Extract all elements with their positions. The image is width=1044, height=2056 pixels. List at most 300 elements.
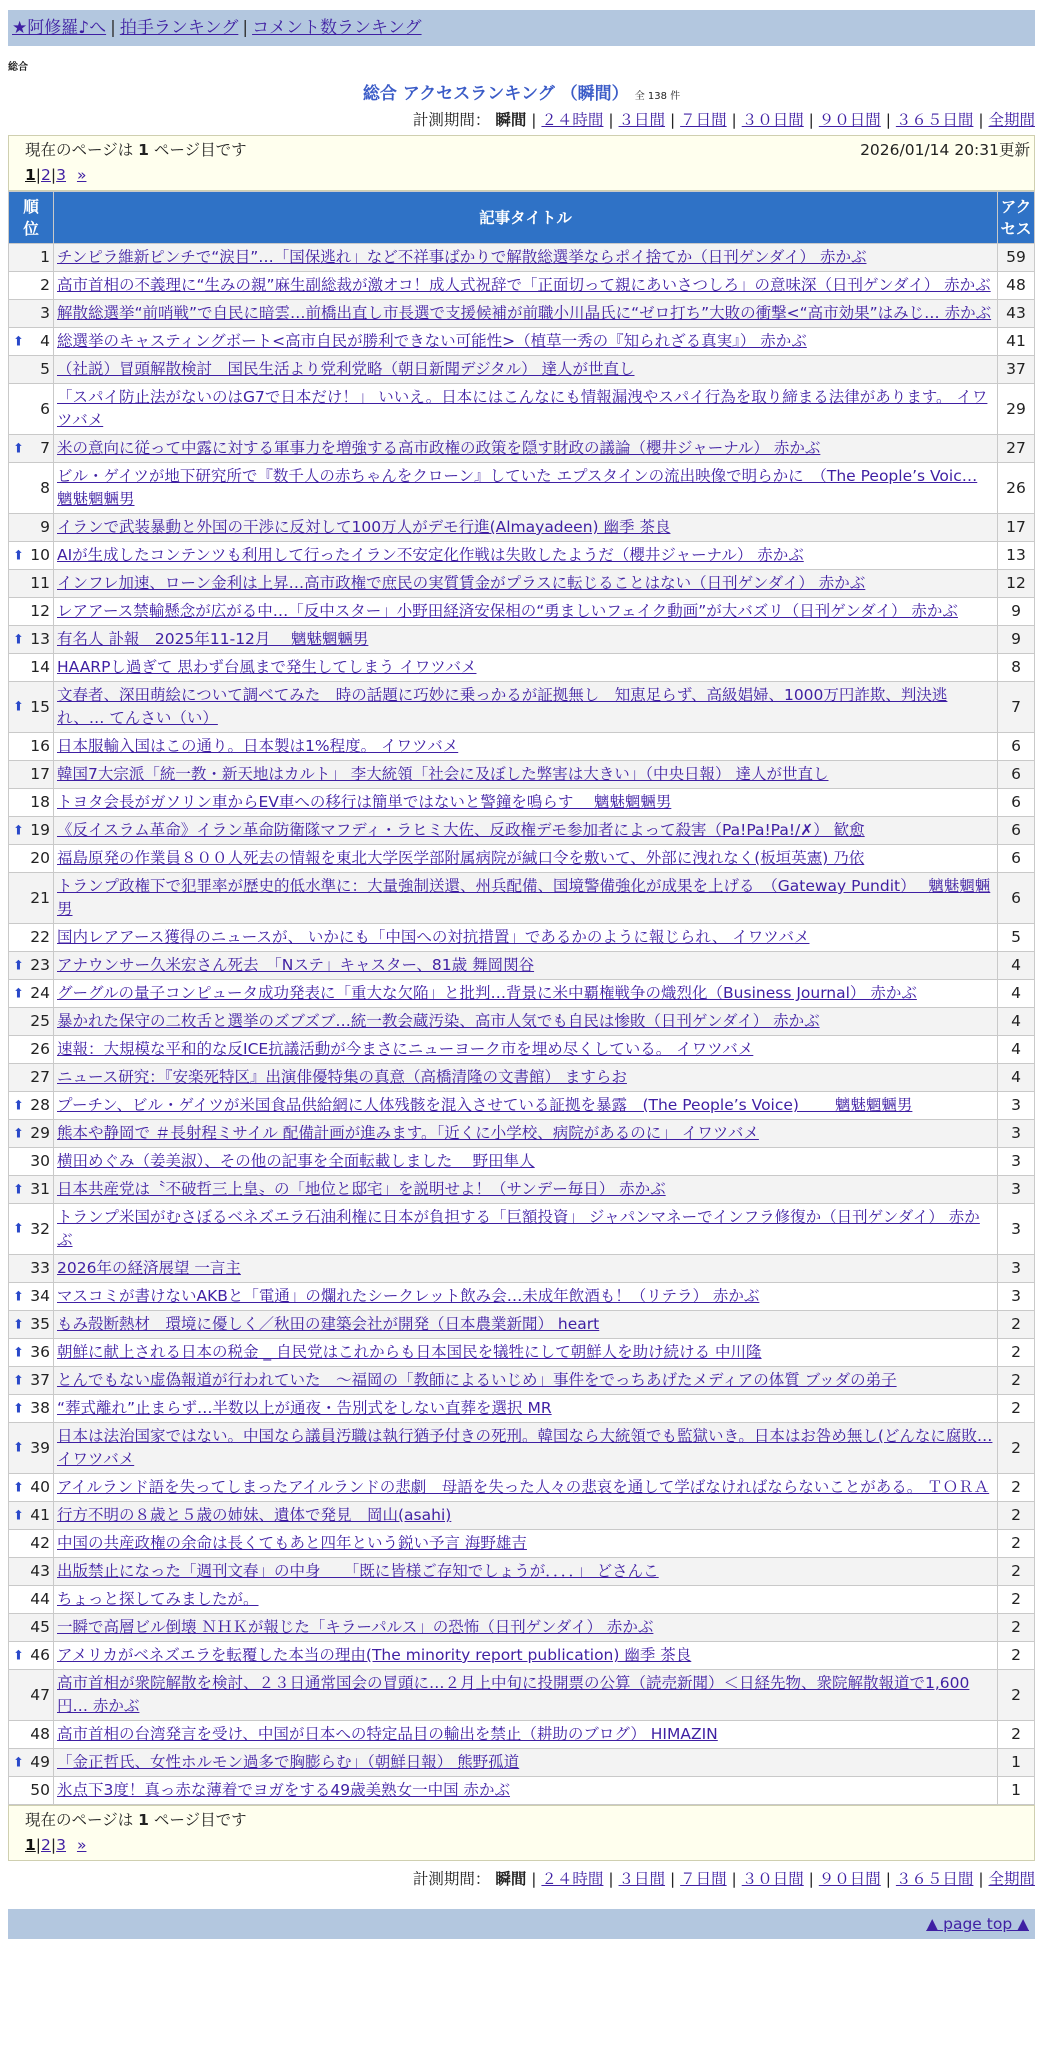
- rank-number: 16: [30, 737, 50, 755]
- article-title-link[interactable]: 国内レアアース獲得のニュースが、 いかにも「中国への対抗措置」であるかのように報じられ、 イワツバメ: [57, 928, 810, 946]
- article-title-link[interactable]: ニュース研究：『安楽死特区』出演俳優特集の真意（高橋清隆の文書館） ますらお: [57, 1068, 627, 1086]
- article-title-cell: [54, 1530, 997, 1557]
- article-title-link[interactable]: 日本は法治国家ではない。中国なら議員汚職は執行猶予付きの死刑。韓国なら大統領でも監獄いき。日本はお咎め無し(どんなに腐敗… イワツバメ: [57, 1427, 993, 1468]
- rank-number: 13: [30, 630, 50, 648]
- pagination-top: [25, 162, 1030, 188]
- table-row: [9, 1558, 1034, 1585]
- access-count-cell: 4: [998, 980, 1034, 1007]
- article-title-link[interactable]: チンピラ維新ピンチで“涙目”…「国保逃れ」など不祥事ばかりで解散総選挙ならポイ捨てか（日刊ゲンダイ） 赤かぶ: [57, 248, 867, 266]
- table-row: [9, 514, 1034, 541]
- current-page-suffix: ページ目です: [153, 141, 247, 159]
- rank-cell: [9, 1036, 53, 1063]
- rank-number: 25: [30, 1012, 50, 1030]
- rank-cell: [9, 1558, 53, 1585]
- article-title-link[interactable]: 韓国7大宗派「統一教・新天地はカルト」 李大統領「社会に及ぼした弊害は大きい」（中央日報） 達人が世直し: [57, 765, 829, 783]
- article-title-link[interactable]: 高市首相の台湾発言を受け、中国が日本への特定品目の輸出を禁止（耕助のブログ） HIMAZIN: [57, 1725, 718, 1743]
- rank-number: 12: [30, 602, 50, 620]
- rank-up-arrow-icon: ⬆: [13, 1401, 24, 1416]
- table-row: [9, 570, 1034, 597]
- table-row: [9, 1148, 1034, 1175]
- table-row: [9, 626, 1034, 653]
- col-rank-header: [9, 192, 53, 243]
- article-title-link[interactable]: 《反イスラム革命》イラン革命防衛隊マフディ・ラヒミ大佐、反政権デモ参加者によって殺害（Pa!Pa!Pa!/✗） 歓愈: [57, 821, 865, 839]
- access-count-cell: 2: [998, 1395, 1034, 1422]
- rank-cell: [9, 733, 53, 760]
- rank-cell: [9, 761, 53, 788]
- rank-number: 41: [30, 1506, 50, 1524]
- rank-cell: [9, 1749, 53, 1776]
- pagination-next-link[interactable]: »: [76, 166, 87, 184]
- rank-cell: [9, 789, 53, 816]
- article-title-cell: [54, 300, 997, 327]
- access-count-cell: 59: [998, 244, 1034, 271]
- current-page-text: [25, 138, 247, 162]
- article-title-link[interactable]: もみ殻断熱材 環境に優しく／秋田の建築会社が開発（日本農業新聞） heart: [57, 1315, 600, 1333]
- access-count-cell: 2: [998, 1311, 1034, 1338]
- article-title-link[interactable]: 高市首相が衆院解散を検討、２３日通常国会の冒頭に…２月上中旬に投開票の公算（読売新聞）＜日経先物、衆院解散報道で1,600円… 赤かぶ: [57, 1674, 970, 1715]
- rank-number: 11: [30, 574, 50, 592]
- table-row: [9, 356, 1034, 383]
- pagination-bottom: [25, 1832, 1030, 1858]
- article-title-cell: [54, 873, 997, 923]
- rank-cell: [9, 1255, 53, 1282]
- table-row: [9, 1255, 1034, 1282]
- article-title-cell: [54, 1120, 997, 1147]
- article-title-cell: [54, 1502, 997, 1529]
- rank-cell: [9, 1311, 53, 1338]
- rank-number: 27: [30, 1068, 50, 1086]
- article-title-link[interactable]: 日本共産党は〝不破哲三上皇〟の「地位と邸宅」を説明せよ！（サンデー毎日） 赤かぶ: [57, 1180, 666, 1198]
- rank-cell: [9, 272, 53, 299]
- table-row: [9, 980, 1034, 1007]
- article-title-cell: [54, 1036, 997, 1063]
- period-option-link[interactable]: ７日間: [680, 111, 727, 129]
- rank-number: 46: [30, 1646, 50, 1664]
- table-row: [9, 1339, 1034, 1366]
- rank-cell: [9, 328, 53, 355]
- period-option-link[interactable]: ３０日間: [741, 111, 804, 129]
- rank-number: 14: [30, 658, 50, 676]
- access-count-cell: 6: [998, 845, 1034, 872]
- article-title-link[interactable]: 出版禁止になった「週刊文春」の中身 「既に皆様ご存知でしょうが．．．．」 どさんこ: [57, 1562, 659, 1580]
- table-row: [9, 1311, 1034, 1338]
- rank-up-arrow-icon: ⬆: [13, 1648, 24, 1663]
- article-title-link[interactable]: （社説）冒頭解散検討 国民生活より党利党略（朝日新聞デジタル） 達人が世直し: [57, 360, 635, 378]
- pagination-next-link[interactable]: »: [76, 1836, 87, 1854]
- period-selector-bottom: [8, 1867, 1035, 1889]
- current-page-prefix: 現在のページは: [25, 141, 134, 159]
- rank-number: 48: [30, 1725, 50, 1743]
- pagination-page-link[interactable]: 3: [56, 166, 67, 184]
- ranking-title-row: [8, 79, 1035, 104]
- period-option-link[interactable]: ３日間: [618, 1870, 666, 1888]
- rank-up-arrow-icon: ⬆: [13, 441, 24, 456]
- article-title-cell: [54, 244, 997, 271]
- access-count-cell: 2: [998, 1558, 1034, 1585]
- article-title-link[interactable]: 「スパイ防止法がないのはG7で日本だけ！」 いいえ。日本にはこんなにも情報漏洩やスパイ行為を取り締まる法律があります。 イワツバメ: [57, 388, 988, 429]
- article-title-cell: [54, 1474, 997, 1501]
- access-count-cell: 2: [998, 1339, 1034, 1366]
- article-title-link[interactable]: グーグルの量子コンピュータ成功発表に「重大な欠陥」と批判…背景に米中覇権戦争の熾烈化（Business Journal） 赤かぶ: [57, 984, 917, 1002]
- table-row: [9, 1395, 1034, 1422]
- table-row: [9, 1204, 1034, 1254]
- page-info-bottom: [8, 1805, 1035, 1861]
- rank-up-arrow-icon: ⬆: [13, 1345, 24, 1360]
- table-row: [9, 1036, 1034, 1063]
- period-separator: |: [526, 1870, 542, 1888]
- article-title-cell: [54, 1204, 997, 1254]
- article-title-cell: [54, 845, 997, 872]
- rank-number: 42: [30, 1534, 50, 1552]
- rank-cell: [9, 384, 53, 434]
- rank-cell: [9, 1204, 53, 1254]
- table-row: [9, 1120, 1034, 1147]
- rank-cell: [9, 1530, 53, 1557]
- pagination-page-link[interactable]: 2: [41, 166, 51, 184]
- rank-number: 43: [30, 1562, 50, 1580]
- rank-up-arrow-icon: ⬆: [13, 1182, 24, 1197]
- access-count-cell: 3: [998, 1204, 1034, 1254]
- article-title-cell: [54, 1339, 997, 1366]
- rank-cell: [9, 463, 53, 513]
- rank-number: 30: [30, 1152, 50, 1170]
- period-option-link[interactable]: ２４時間: [541, 111, 604, 129]
- article-title-link[interactable]: 暴かれた保守の二枚舌と選挙のズブズブ…統一教会蔵汚染、高市人気でも自民は惨敗（日刊ゲンダイ） 赤かぶ: [57, 1012, 820, 1030]
- table-row: [9, 845, 1034, 872]
- current-page-text: [25, 1808, 247, 1832]
- rank-cell: [9, 300, 53, 327]
- rank-cell: [9, 682, 53, 732]
- pagination-page-link[interactable]: 3: [56, 1836, 67, 1854]
- period-active: 瞬間: [495, 1870, 527, 1888]
- access-count-cell: 6: [998, 817, 1034, 844]
- rank-cell: [9, 514, 53, 541]
- period-separator: |: [973, 111, 989, 129]
- period-separator: |: [726, 1870, 742, 1888]
- updated-timestamp: 2026/01/14 20:31更新: [860, 141, 1030, 159]
- table-row: [9, 924, 1034, 951]
- period-option-link[interactable]: ３６５日間: [895, 111, 974, 129]
- current-page-number: 1: [138, 1811, 149, 1829]
- period-separator: |: [603, 111, 619, 129]
- rank-up-arrow-icon: ⬆: [13, 1098, 24, 1113]
- comment-ranking-link[interactable]: コメント数ランキング: [252, 18, 422, 38]
- rank-cell: [9, 1148, 53, 1175]
- ranking-table: [8, 191, 1035, 1805]
- access-count-cell: 27: [998, 435, 1034, 462]
- table-row: [9, 1642, 1034, 1669]
- table-row: [9, 1423, 1034, 1473]
- page-top-link[interactable]: ▲ page top ▲: [926, 1915, 1029, 1933]
- home-link[interactable]: ★阿修羅♪へ: [12, 18, 107, 38]
- pagination-page-link[interactable]: 2: [41, 1836, 51, 1854]
- rank-cell: [9, 1176, 53, 1203]
- access-count-cell: 4: [998, 1036, 1034, 1063]
- article-title-link[interactable]: とんでもない虚偽報道が行われていた ～福岡の「教師によるいじめ」事件をでっちあげたメディアの体質 ブッダの弟子: [57, 1371, 897, 1389]
- article-title-link[interactable]: アイルランド語を失ってしまったアイルランドの悲劇 母語を失った人々の悲哀を通して学ばなければならないことがある。 ＴＯＲＡ: [57, 1478, 990, 1496]
- rank-cell: [9, 1502, 53, 1529]
- article-title-cell: [54, 1395, 997, 1422]
- table-row: [9, 1502, 1034, 1529]
- access-count-cell: 6: [998, 733, 1034, 760]
- article-title-cell: [54, 1721, 997, 1748]
- page-title: 総合 アクセスランキング （瞬間）: [362, 84, 629, 104]
- article-title-link[interactable]: 有名人 訃報 2025年11-12月 魑魅魍魎男: [57, 630, 369, 648]
- period-option-link[interactable]: ３日間: [618, 111, 666, 129]
- period-option-link[interactable]: ３６５日間: [895, 1870, 974, 1888]
- article-title-link[interactable]: 氷点下3度！真っ赤な薄着でヨガをする49歳美熟女一中国 赤かぶ: [57, 1781, 511, 1799]
- table-row: [9, 542, 1034, 569]
- article-title-link[interactable]: HAARPし過ぎて 思わず台風まで発生してしまう イワツバメ: [57, 658, 477, 676]
- rank-cell: [9, 1423, 53, 1473]
- article-title-link[interactable]: アメリカがベネズエラを転覆した本当の理由(The minority report publication) 幽季 茶良: [57, 1646, 692, 1664]
- article-title-cell: [54, 328, 997, 355]
- table-row: [9, 761, 1034, 788]
- period-separator: |: [880, 111, 896, 129]
- article-title-cell: [54, 384, 997, 434]
- article-title-cell: [54, 1148, 997, 1175]
- article-title-link[interactable]: AIが生成したコンテンツも利用して行ったイラン不安定化作戦は失敗したようだ（櫻井ジャーナル） 赤かぶ: [57, 546, 804, 564]
- article-title-cell: [54, 1586, 997, 1613]
- rank-up-arrow-icon: ⬆: [13, 823, 24, 838]
- rank-number: 40: [30, 1478, 50, 1496]
- access-count-cell: 2: [998, 1586, 1034, 1613]
- article-title-link[interactable]: 日本服輸入国はこの通り。日本製は1%程度。 イワツバメ: [57, 737, 459, 755]
- table-row: [9, 1777, 1034, 1804]
- rank-cell: [9, 817, 53, 844]
- article-title-cell: [54, 952, 997, 979]
- article-title-cell: [54, 817, 997, 844]
- rank-cell: [9, 1777, 53, 1804]
- current-page-prefix: 現在のページは: [25, 1811, 134, 1829]
- access-count-cell: 6: [998, 873, 1034, 923]
- rank-number: 26: [30, 1040, 50, 1058]
- pagination-separator: |: [50, 166, 57, 184]
- access-count-cell: 8: [998, 654, 1034, 681]
- article-title-link[interactable]: トランプ米国がむさぼるベネズエラ石油利権に日本が負担する「巨額投資」 ジャパンマネーでインフラ修復か（日刊ゲンダイ） 赤かぶ: [57, 1208, 980, 1249]
- table-row: [9, 817, 1034, 844]
- access-count-cell: 6: [998, 789, 1034, 816]
- article-title-link[interactable]: トランプ政権下で犯罪率が歴史的低水準に：大量強制送還、州兵配備、国境警備強化が成果を上げる （Gateway Pundit） 魑魅魍魎男: [57, 877, 991, 918]
- article-title-cell: [54, 1008, 997, 1035]
- rank-number: 36: [30, 1343, 50, 1361]
- nav-separator: |: [110, 18, 116, 38]
- rank-cell: [9, 924, 53, 951]
- rank-number: 28: [30, 1096, 50, 1114]
- nav-separator: |: [242, 18, 249, 38]
- access-count-cell: 2: [998, 1502, 1034, 1529]
- article-title-cell: [54, 1092, 997, 1119]
- rank-cell: [9, 952, 53, 979]
- rank-number: 15: [30, 697, 50, 716]
- rank-number: 44: [30, 1590, 50, 1608]
- article-title-link[interactable]: 高市首相の不義理に“生みの親”麻生副総裁が激オコ！成人式祝辞で「正面切って親にあいさつしろ」の意味深（日刊ゲンダイ） 赤かぶ: [57, 276, 991, 294]
- article-title-link[interactable]: トヨタ会長がガソリン車からEV車への移行は簡単ではないと警鐘を鳴らす 魑魅魍魎男: [57, 793, 672, 811]
- article-title-cell: [54, 1423, 997, 1473]
- article-title-cell: [54, 570, 997, 597]
- access-count-cell: 2: [998, 1721, 1034, 1748]
- article-title-link[interactable]: ちょっと探してみましたが。: [57, 1590, 259, 1608]
- article-title-cell: [54, 1749, 997, 1776]
- access-count-cell: 4: [998, 1064, 1034, 1091]
- table-row: [9, 1367, 1034, 1394]
- rank-cell: [9, 598, 53, 625]
- article-title-link[interactable]: アナウンサー久米宏さん死去 「Nステ」キャスター、81歳 舞岡関谷: [57, 956, 535, 974]
- period-option-link[interactable]: ９０日間: [818, 111, 881, 129]
- access-count-cell: 9: [998, 598, 1034, 625]
- category-label: 総合: [8, 62, 28, 73]
- rank-cell: [9, 356, 53, 383]
- article-title-link[interactable]: 「金正哲氏、女性ホルモン過多で胸膨らむ」（朝鮮日報） 熊野孤道: [57, 1753, 520, 1771]
- article-title-link[interactable]: 福島原発の作業員８００人死去の情報を東北大学医学部附属病院が緘口令を敷いて、外部に洩れなく(板垣英憲) 乃依: [57, 849, 865, 867]
- period-option-link[interactable]: 全期間: [988, 111, 1035, 129]
- article-title-link[interactable]: インフレ加速、ローン金利は上昇…高市政権で庶民の実質賃金がプラスに転じることはない（日刊ゲンダイ） 赤かぶ: [57, 574, 866, 592]
- table-row: [9, 435, 1034, 462]
- article-title-link[interactable]: 横田めぐみ（姜美淑）、その他の記事を全面転載しました 野田隼人: [57, 1152, 535, 1170]
- period-option-link[interactable]: ７日間: [680, 1870, 727, 1888]
- article-title-link[interactable]: 一瞬で高層ビル倒壊 ＮＨＫが報じた「キラーパルス」の恐怖（日刊ゲンダイ） 赤かぶ: [57, 1618, 654, 1636]
- article-title-link[interactable]: プーチン、ビル・ゲイツが米国食品供給網に人体残骸を混入させている証拠を暴露 (The People’s Voice) 魑魅魍魎男: [57, 1096, 913, 1114]
- access-count-cell: 3: [998, 1148, 1034, 1175]
- article-title-link[interactable]: 解散総選挙“前哨戦”で自民に暗雲…前橋出直し市長選で支援候補が前職小川晶氏に“ゼロ打ち”大敗の衝撃<“高市効果”はみじ… 赤かぶ: [57, 304, 992, 322]
- article-title-cell: [54, 733, 997, 760]
- access-count-cell: 3: [998, 1120, 1034, 1147]
- rank-number: 49: [30, 1753, 50, 1771]
- rank-cell: [9, 1008, 53, 1035]
- rank-number: 5: [40, 360, 50, 378]
- rank-number: 18: [30, 793, 50, 811]
- rank-number: 17: [30, 765, 50, 783]
- period-separator: |: [726, 111, 742, 129]
- rank-cell: [9, 1339, 53, 1366]
- article-title-cell: [54, 1311, 997, 1338]
- table-row: [9, 244, 1034, 271]
- article-title-link[interactable]: マスコミが書けないAKBと「電通」の爛れたシークレット飲み会…未成年飲酒も！（リテラ） 赤かぶ: [57, 1287, 760, 1305]
- article-title-link[interactable]: 2026年の経済展望 一言主: [57, 1259, 241, 1277]
- table-row: [9, 682, 1034, 732]
- page-top-bar: [8, 1909, 1035, 1939]
- rank-cell: [9, 1092, 53, 1119]
- rank-number: 21: [30, 888, 50, 907]
- rank-number: 8: [40, 478, 50, 497]
- article-title-link[interactable]: 行方不明の８歳と５歳の姉妹、遺体で発見 岡山(asahi): [57, 1506, 452, 1524]
- pagination-current: 1: [25, 166, 36, 184]
- rank-cell: [9, 1474, 53, 1501]
- access-count-cell: 2: [998, 1642, 1034, 1669]
- article-title-cell: [54, 761, 997, 788]
- access-count-cell: 4: [998, 952, 1034, 979]
- table-row: [9, 789, 1034, 816]
- access-count-cell: 37: [998, 356, 1034, 383]
- period-option-link[interactable]: 全期間: [988, 1870, 1035, 1888]
- period-separator: |: [526, 111, 542, 129]
- article-title-link[interactable]: ビル・ゲイツが地下研究所で『数千人の赤ちゃんをクローン』していた エプスタインの流出映像で明らかに （The People’s Voic… 魑魅魍魎男: [57, 467, 978, 508]
- access-count-cell: 6: [998, 761, 1034, 788]
- rank-cell: [9, 873, 53, 923]
- table-row: [9, 1586, 1034, 1613]
- article-title-cell: [54, 1614, 997, 1641]
- article-title-cell: [54, 463, 997, 513]
- article-title-cell: [54, 272, 997, 299]
- access-count-cell: 29: [998, 384, 1034, 434]
- clap-ranking-link[interactable]: 拍手ランキング: [119, 18, 239, 38]
- period-separator: |: [803, 1870, 819, 1888]
- access-count-cell: 2: [998, 1614, 1034, 1641]
- rank-number: 4: [40, 332, 50, 350]
- rank-number: 19: [30, 821, 50, 839]
- rank-cell: [9, 654, 53, 681]
- article-title-cell: [54, 1064, 997, 1091]
- article-title-cell: [54, 626, 997, 653]
- article-title-cell: [54, 356, 997, 383]
- article-title-link[interactable]: 総選挙のキャスティングボート<高市自民が勝利できない可能性>（植草一秀の『知られざる真実』） 赤かぶ: [57, 332, 807, 350]
- article-title-link[interactable]: “葬式離れ”止まらず…半数以上が通夜・告別式をしない直葬を選択 MR: [57, 1399, 552, 1417]
- article-title-cell: [54, 789, 997, 816]
- access-count-cell: 1: [998, 1777, 1034, 1804]
- period-option-link[interactable]: ２４時間: [541, 1870, 604, 1888]
- article-title-cell: [54, 1176, 997, 1203]
- article-title-cell: [54, 1777, 997, 1804]
- article-title-link[interactable]: イランで武装暴動と外国の干渉に反対して100万人がデモ行進(Almayadeen) 幽季 茶良: [57, 518, 671, 536]
- rank-cell: [9, 980, 53, 1007]
- article-title-link[interactable]: レアアース禁輸懸念が広がる中…「反中スター」小野田経済安保相の“勇ましいフェイク動画”が大バズリ（日刊ゲンダイ） 赤かぶ: [57, 602, 958, 620]
- access-count-cell: 3: [998, 1176, 1034, 1203]
- pagination-separator: |: [35, 166, 42, 184]
- table-row: [9, 598, 1034, 625]
- rank-cell: [9, 845, 53, 872]
- table-row: [9, 1474, 1034, 1501]
- current-page-suffix: ページ目です: [153, 1811, 247, 1829]
- rank-up-arrow-icon: ⬆: [13, 334, 24, 349]
- article-title-cell: [54, 598, 997, 625]
- pagination-separator: |: [35, 1836, 42, 1854]
- access-count-cell: 1: [998, 1749, 1034, 1776]
- article-title-link[interactable]: 熊本や静岡で ＃長射程ミサイル 配備計画が進みます。「近くに小学校、病院があるのに」 イワツバメ: [57, 1124, 759, 1142]
- article-title-cell: [54, 1558, 997, 1585]
- article-title-link[interactable]: 中国の共産政権の余命は長くてもあと四年という鋭い予言 海野雄吉: [57, 1534, 527, 1552]
- period-selector-top: [8, 108, 1035, 130]
- access-count-cell: 41: [998, 328, 1034, 355]
- rank-number: 22: [30, 928, 50, 946]
- pagination-current: 1: [25, 1836, 36, 1854]
- access-count-cell: 2: [998, 1474, 1034, 1501]
- period-label: 計測期間：: [412, 111, 491, 129]
- article-title-link[interactable]: 米の意向に従って中露に対する軍事力を増強する高市政権の政策を隠す財政の議論（櫻井ジャーナル） 赤かぶ: [57, 439, 821, 457]
- rank-up-arrow-icon: ⬆: [13, 1508, 24, 1523]
- article-title-cell: [54, 1670, 997, 1720]
- article-title-link[interactable]: 朝鮮に献上される日本の税金 _ 自民党はこれからも日本国民を犠牲にして朝鮮人を助け続ける 中川隆: [57, 1343, 762, 1361]
- table-row: [9, 952, 1034, 979]
- rank-cell: [9, 1586, 53, 1613]
- table-row: [9, 272, 1034, 299]
- table-row: [9, 300, 1034, 327]
- article-title-link[interactable]: 速報：大規模な平和的な反ICE抗議活動が今まさにニューヨーク市を埋め尽くしている。 イワツバメ: [57, 1040, 754, 1058]
- article-title-cell: [54, 1283, 997, 1310]
- total-count: 全 138 件: [634, 91, 681, 102]
- access-count-cell: 5: [998, 924, 1034, 951]
- rank-cell: [9, 244, 53, 271]
- rank-up-arrow-icon: ⬆: [13, 699, 24, 715]
- period-separator: |: [973, 1870, 989, 1888]
- rank-number: 39: [30, 1438, 50, 1457]
- period-option-link[interactable]: ９０日間: [818, 1870, 881, 1888]
- access-count-cell: 7: [998, 682, 1034, 732]
- article-title-link[interactable]: 文春者、深田萌絵について調べてみた 時の話題に巧妙に乗っかるが証拠無し 知恵足らず、高級娼婦、1000万円詐欺、判決逃れ、… てんさい（い）: [57, 686, 948, 727]
- col-title-header: 記事タイトル: [54, 192, 997, 243]
- rank-cell: [9, 1670, 53, 1720]
- access-count-cell: 43: [998, 300, 1034, 327]
- period-option-link[interactable]: ３０日間: [741, 1870, 804, 1888]
